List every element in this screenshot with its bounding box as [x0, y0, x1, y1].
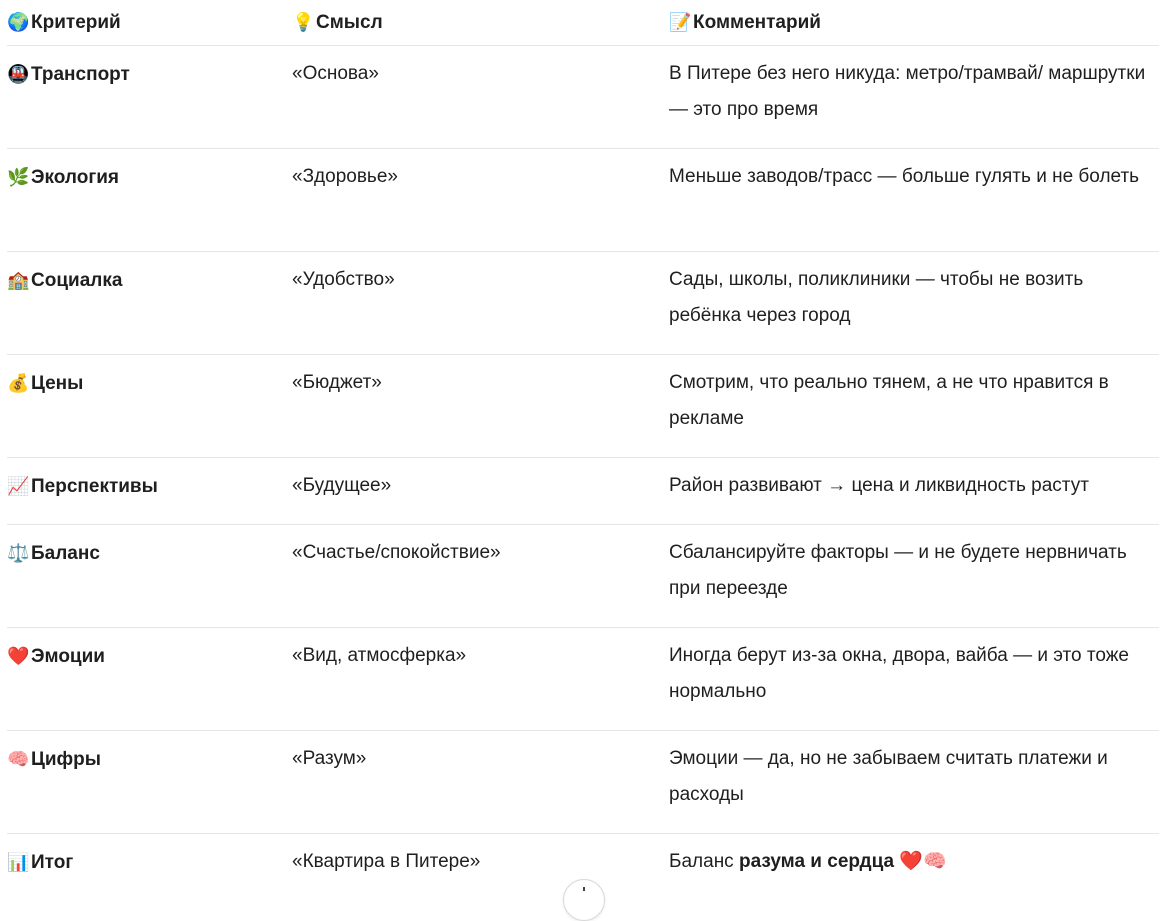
meaning-cell: «Счастье/спокойствие» — [292, 542, 501, 563]
criterion-label: Экология — [31, 167, 120, 188]
bar-chart-icon: 📊 — [7, 852, 30, 872]
scales-icon: ⚖️ — [7, 543, 30, 563]
criterion-label: Эмоции — [31, 646, 105, 667]
criteria-table — [7, 0, 1159, 894]
comment-prefix: Баланс — [669, 851, 739, 872]
meaning-cell: «Здоровье» — [292, 166, 398, 187]
criterion-label: Итог — [31, 852, 74, 873]
table-row — [7, 355, 1159, 458]
criterion-cell — [7, 365, 277, 402]
comment-cell: Иногда берут из-за окна, двора, вайба — и это тоже нормально — [669, 645, 1129, 702]
criterion-cell — [7, 741, 277, 778]
brain-icon: 🧠 — [7, 749, 30, 769]
criterion-cell — [7, 159, 277, 196]
meaning-cell: «Будущее» — [292, 475, 392, 496]
meaning-cell: «Разум» — [292, 748, 367, 769]
criterion-cell — [7, 638, 277, 675]
meaning-cell: «Удобство» — [292, 269, 395, 290]
table-row — [7, 525, 1159, 628]
comment-cell: В Питере без него никуда: метро/трамвай/ маршрутки — это про время — [669, 63, 1146, 120]
meaning-cell: «Квартира в Питере» — [292, 851, 481, 872]
comment-cell: Район развивают → цена и ликвидность растут — [669, 475, 1089, 496]
criterion-label: Баланс — [31, 543, 100, 564]
table-row — [7, 149, 1159, 252]
table-row — [7, 252, 1159, 355]
header-meaning — [292, 4, 652, 41]
header-comment-label: Комментарий — [693, 12, 821, 33]
comment-highlight: разума и сердца — [738, 851, 895, 872]
header-meaning-label: Смысл — [316, 12, 383, 33]
criterion-cell — [7, 468, 277, 505]
comment-cell: Сбалансируйте факторы — и не будете нервничать при переезде — [669, 542, 1127, 599]
header-criterion-label: Критерий — [31, 12, 121, 33]
header-comment — [669, 4, 1159, 41]
heart-icon: ❤️ — [7, 646, 30, 666]
comment-suffix-emojis: ❤️🧠 — [894, 851, 947, 872]
criterion-label: Социалка — [31, 270, 123, 291]
table-header — [7, 0, 1159, 46]
comment-cell: Сады, школы, поликлиники — чтобы не возить ребёнка через город — [669, 269, 1084, 326]
comment-cell — [669, 844, 1159, 880]
criterion-cell — [7, 56, 277, 93]
criterion-label: Перспективы — [31, 476, 158, 497]
criterion-label: Транспорт — [31, 64, 130, 85]
comment-cell: Смотрим, что реально тянем, а не что нравится в рекламе — [669, 372, 1109, 429]
criterion-cell — [7, 535, 277, 572]
table-row — [7, 46, 1159, 149]
criterion-cell — [7, 262, 277, 299]
meaning-cell: «Основа» — [292, 63, 379, 84]
chart-up-icon: 📈 — [7, 476, 30, 496]
table-row — [7, 628, 1159, 731]
table-row — [7, 731, 1159, 834]
money-bag-icon: 💰 — [7, 373, 30, 393]
memo-icon: 📝 — [669, 12, 692, 32]
scroll-down-button[interactable] — [563, 879, 605, 921]
school-icon: 🏫 — [7, 270, 30, 290]
lightbulb-icon: 💡 — [292, 12, 315, 32]
globe-icon: 🌍 — [7, 12, 30, 32]
metro-icon: 🚇 — [7, 64, 30, 84]
meaning-cell: «Бюджет» — [292, 372, 382, 393]
criterion-cell — [7, 844, 277, 881]
meaning-cell: «Вид, атмосферка» — [292, 645, 467, 666]
herb-icon: 🌿 — [7, 167, 30, 187]
header-criterion — [7, 4, 277, 41]
criterion-label: Цифры — [31, 749, 102, 770]
comment-cell: Меньше заводов/трасс — больше гулять и не болеть — [669, 166, 1140, 187]
criterion-label: Цены — [31, 373, 84, 394]
comment-cell: Эмоции — да, но не забываем считать платежи и расходы — [669, 748, 1108, 805]
table-row — [7, 458, 1159, 525]
